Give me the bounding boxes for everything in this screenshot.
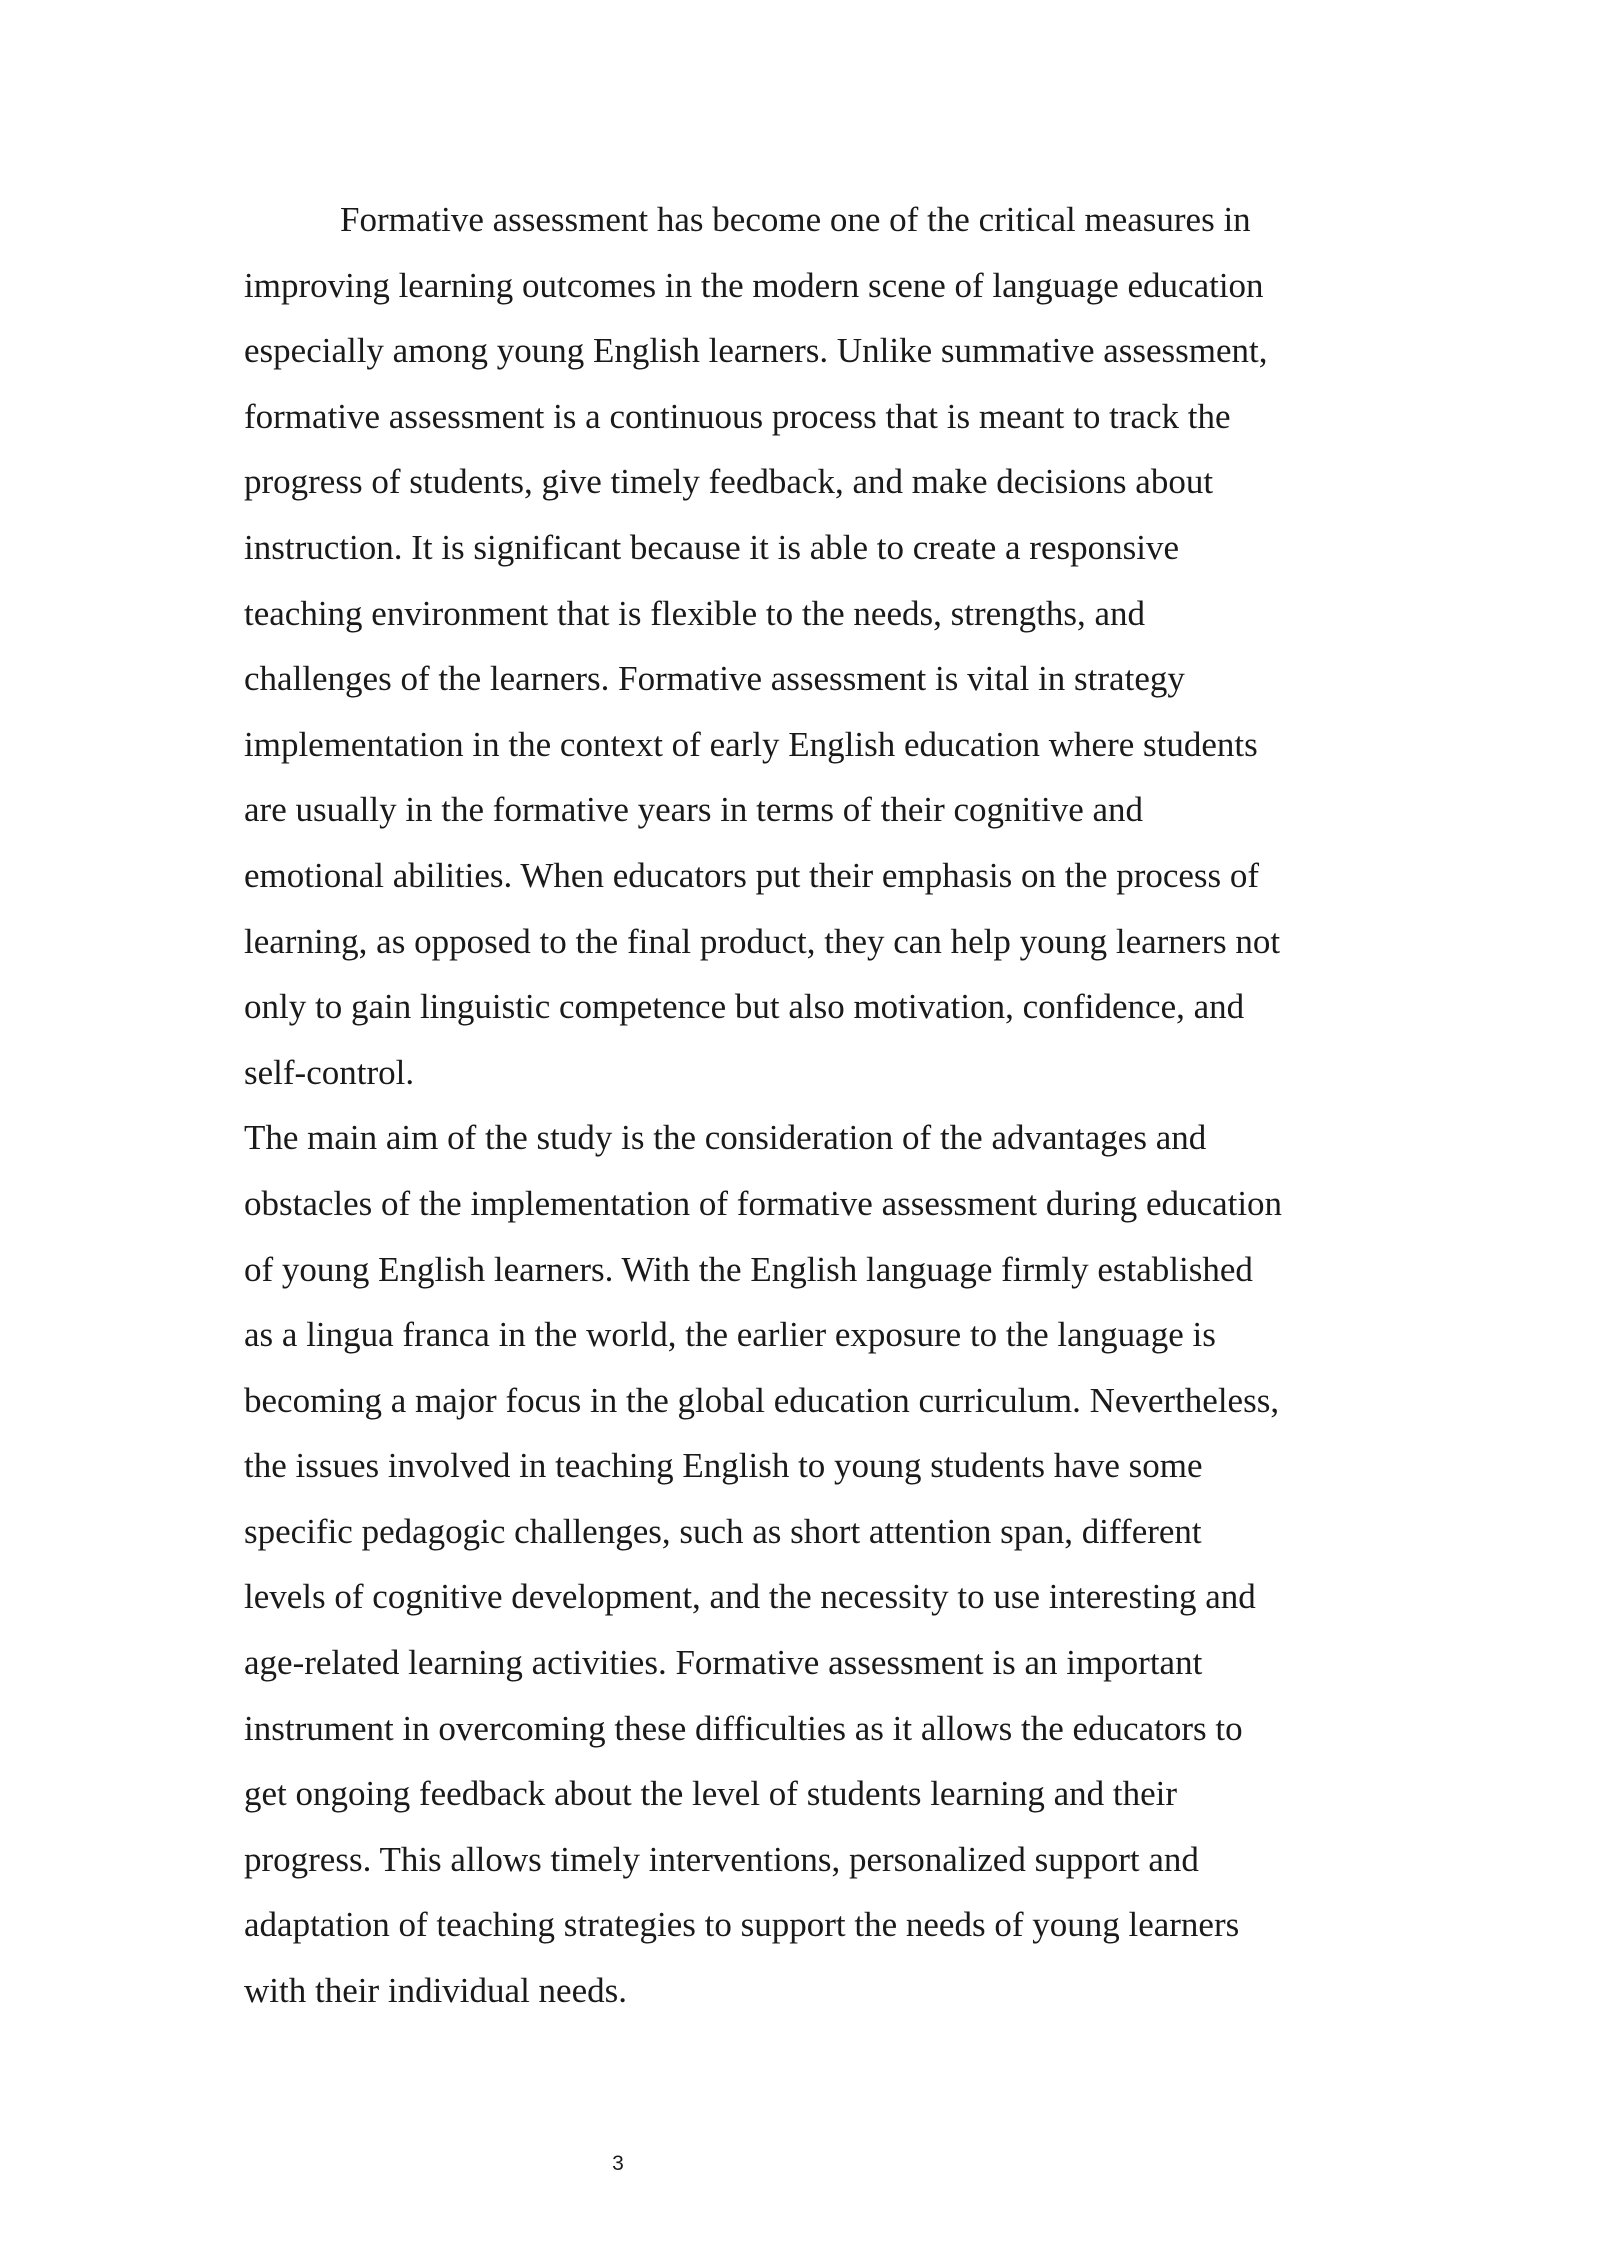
text-line: learning, as opposed to the final product, they can help young learners not: [244, 921, 1281, 961]
body-text: [244, 187, 1384, 2024]
text-line: are usually in the formative years in terms of their cognitive and: [244, 790, 1144, 830]
text-line: levels of cognitive development, and the necessity to use interesting and: [244, 1577, 1256, 1617]
text-line: progress. This allows timely interventions, personalized support and: [244, 1839, 1199, 1879]
text-line: Formative assessment has become one of the critical measures in: [340, 200, 1251, 239]
text-line: obstacles of the implementation of formative assessment during education: [244, 1183, 1283, 1223]
text-line: challenges of the learners. Formative assessment is vital in strategy: [244, 659, 1185, 699]
text-line: emotional abilities. When educators put their emphasis on the process of: [244, 855, 1260, 895]
paragraph-study-aim: [244, 1105, 1384, 2023]
text-line: especially among young English learners. Unlike summative assessment,: [244, 331, 1268, 371]
text-line: specific pedagogic challenges, such as short attention span, different: [244, 1511, 1202, 1551]
text-line: instruction. It is significant because it is able to create a responsive: [244, 527, 1179, 567]
text-line: only to gain linguistic competence but also motivation, confidence, and: [244, 987, 1245, 1027]
text-line: becoming a major focus in the global education curriculum. Nevertheless,: [244, 1380, 1280, 1420]
text-line: the issues involved in teaching English to young students have some: [244, 1446, 1203, 1486]
page-number: 3: [612, 2152, 624, 2175]
text-line: teaching environment that is flexible to the needs, strengths, and: [244, 593, 1146, 633]
text-line: formative assessment is a continuous process that is meant to track the: [244, 396, 1231, 436]
text-line: get ongoing feedback about the level of students learning and their: [244, 1774, 1178, 1814]
text-line: adaptation of teaching strategies to support the needs of young learners: [244, 1905, 1240, 1945]
text-line: age-related learning activities. Formative assessment is an important: [244, 1643, 1203, 1683]
text-line: of young English learners. With the English language firmly established: [244, 1249, 1253, 1289]
text-line: with their individual needs.: [244, 1971, 627, 2011]
text-line: instrument in overcoming these difficulties as it allows the educators to: [244, 1708, 1243, 1748]
text-line: The main aim of the study is the consideration of the advantages and: [244, 1118, 1207, 1158]
text-line: improving learning outcomes in the modern scene of language education: [244, 265, 1264, 305]
text-line: implementation in the context of early English education where students: [244, 724, 1258, 764]
text-line: as a lingua franca in the world, the earlier exposure to the language is: [244, 1315, 1216, 1355]
text-line: progress of students, give timely feedback, and make decisions about: [244, 462, 1214, 502]
paragraph-formative-assessment: [244, 187, 1384, 1105]
text-line: self-control.: [244, 1052, 415, 1092]
